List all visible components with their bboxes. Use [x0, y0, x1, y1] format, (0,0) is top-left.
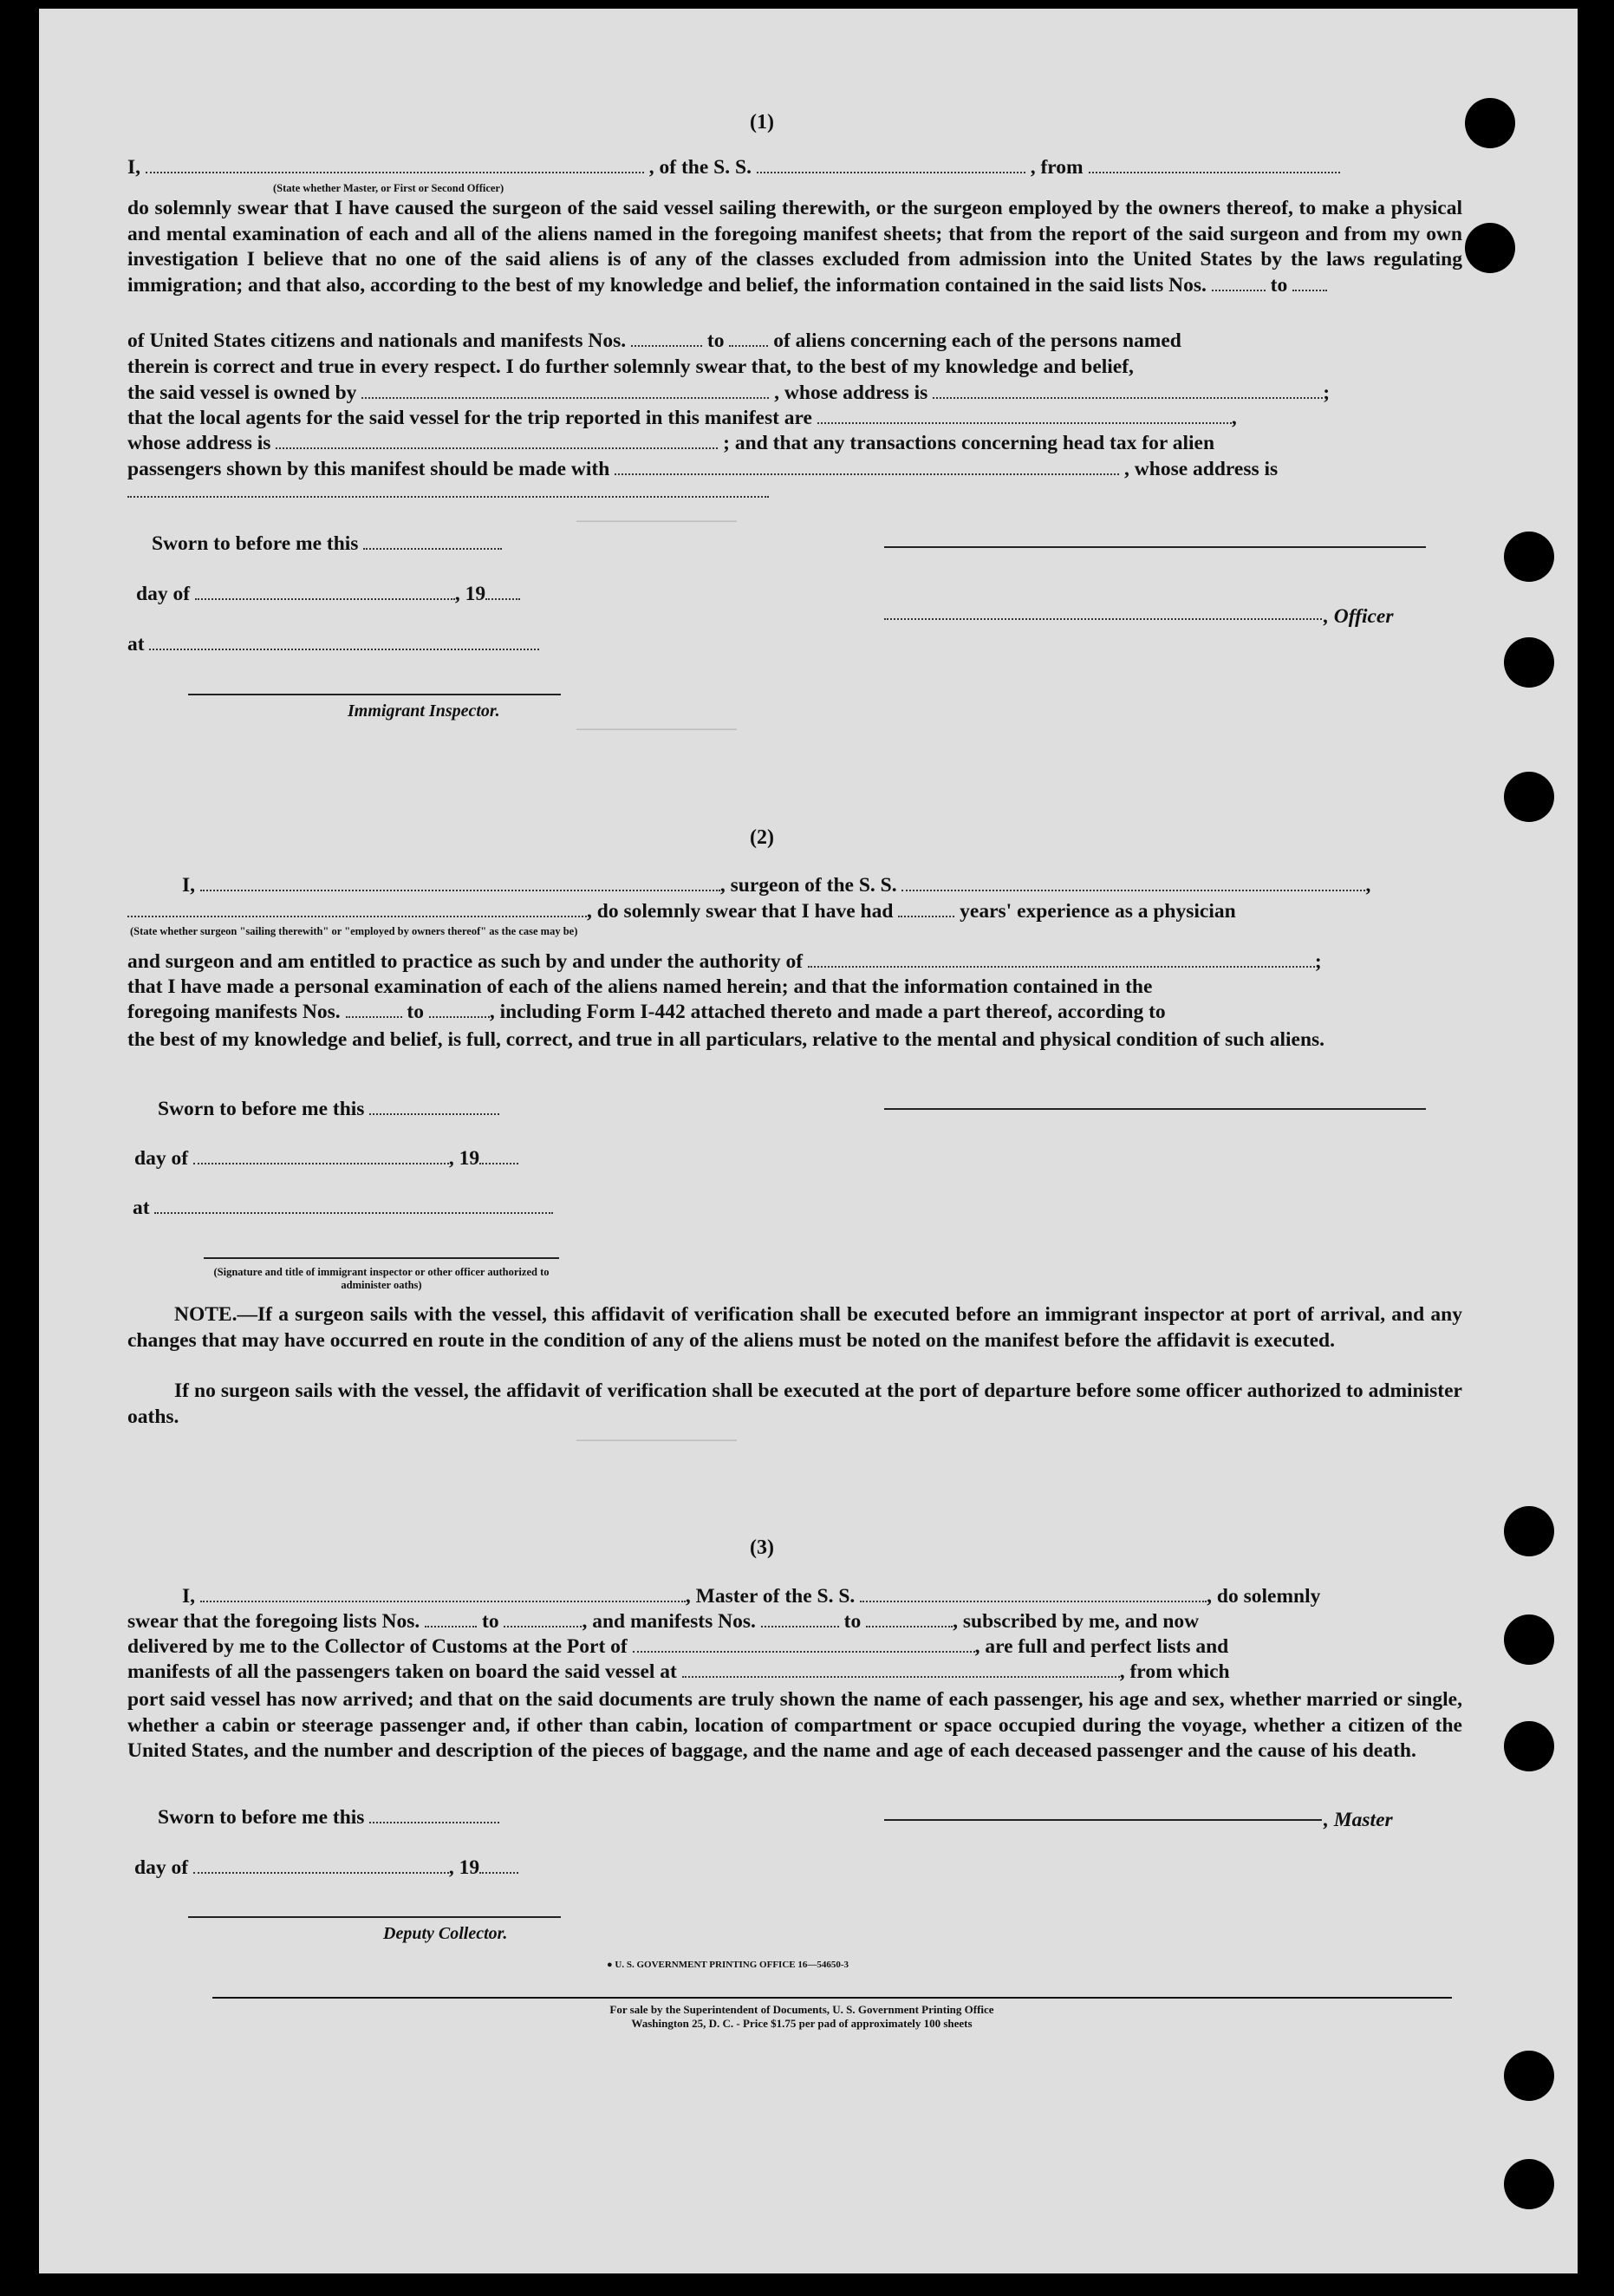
sworn-month-field[interactable]: [195, 597, 455, 600]
officer-label: , Officer: [1324, 605, 1394, 628]
section-2-line-4: that I have made a personal examination of each of the aliens named herein; and that the information contained in the: [127, 975, 1153, 998]
binder-hole: [1504, 1506, 1554, 1556]
section-1-line-address: whose address is ; and that any transactions concerning head tax for alien: [127, 432, 1215, 454]
master-manifests-to-field[interactable]: [866, 1625, 953, 1627]
port-of-embarkation-field[interactable]: [682, 1675, 1120, 1678]
master-vessel-field[interactable]: [860, 1600, 1207, 1602]
master-sworn-month-field[interactable]: [193, 1871, 449, 1874]
bullet-icon: ●: [607, 1960, 613, 1970]
master-lists-from-field[interactable]: [425, 1625, 477, 1627]
binder-hole: [1504, 2051, 1554, 2101]
surgeon-sworn-place-field[interactable]: [154, 1211, 553, 1214]
local-agents-field[interactable]: [817, 421, 1232, 424]
section-3-paragraph: port said vessel has now arrived; and that on the said documents are truly shown the name of each passenger, his age and sex, whether married or single, whether a cabin or steerage passenger and, if other than cabin, location of compartment or space occupied during the voyage, whether a citizen of the United States, and the number and description of the pieces of baggage, and the name and age of each deceased passenger and the cause of his death.: [127, 1688, 1462, 1762]
footer-rule: [212, 1997, 1452, 1999]
surgeon-status-field[interactable]: [127, 915, 587, 917]
years-experience-field[interactable]: [898, 915, 954, 917]
binder-hole: [1504, 772, 1554, 822]
surgeon-inspector-signature-line[interactable]: [204, 1257, 559, 1259]
binder-hole: [1504, 1721, 1554, 1771]
section-1-number: (1): [750, 111, 774, 134]
sworn-place-field[interactable]: [149, 648, 539, 650]
section-1-line-citizens: of United States citizens and nationals and manifests Nos. to of aliens concerning each of the persons named: [127, 329, 1181, 352]
section-1-line-passengers: passengers shown by this manifest should be made with , whose address is: [127, 458, 1279, 480]
surgeon-signature-caption: (Signature and title of immigrant inspector or other officer authorized to administer oaths): [213, 1266, 550, 1291]
sworn-day-field[interactable]: [363, 547, 502, 550]
binder-hole: [1504, 532, 1554, 582]
officer-signature-line-2[interactable]: [884, 618, 1322, 620]
section-2-number: (2): [750, 826, 774, 849]
binder-hole: [1504, 637, 1554, 688]
vessel-name-field[interactable]: [757, 171, 1025, 173]
section-2-note-2: If no surgeon sails with the vessel, the affidavit of verification shall be executed at the port of departure before some officer authorized to administer oaths.: [127, 1380, 1462, 1428]
surgeon-name-field[interactable]: [200, 889, 720, 891]
manifests-to-field[interactable]: [729, 344, 768, 347]
officer-caption: (State whether Master, or First or Second Officer): [273, 182, 504, 194]
bleed-through-text: ──────────────: [576, 512, 737, 533]
section-3-line-2: swear that the foregoing lists Nos. to , and manifests Nos. to , subscribed by me, and now: [127, 1610, 1200, 1633]
surgeon-caption: (State whether surgeon "sailing therewith" or "employed by owners thereof" as the case may be): [130, 925, 578, 937]
inspector-caption: Immigrant Inspector.: [348, 701, 500, 721]
section-2-line-2: , do solemnly swear that I have had years' experience as a physician: [127, 902, 1236, 923]
surgeon-sworn-month-field[interactable]: [193, 1162, 449, 1164]
officer-signature-line-1[interactable]: [884, 546, 1426, 548]
section-2-day-of: day of , 19: [134, 1149, 518, 1170]
section-2-line-3: and surgeon and am entitled to practice as such by and under the authority of ;: [127, 950, 1322, 973]
section-3-sworn: Sworn to before me this: [158, 1808, 499, 1829]
section-1-line-agents: that the local agents for the said vessel for the trip reported in this manifest are ,: [127, 407, 1237, 429]
authority-field[interactable]: [808, 965, 1315, 968]
binder-hole: [1504, 1614, 1554, 1665]
officer-name-field[interactable]: [146, 171, 644, 173]
section-2-sworn: Sworn to before me this: [158, 1099, 499, 1120]
master-name-field[interactable]: [200, 1600, 686, 1602]
master-sworn-year-field[interactable]: [479, 1871, 518, 1874]
manifests-from-field[interactable]: [631, 344, 702, 347]
note-label: NOTE.: [174, 1303, 238, 1326]
binder-hole: [1465, 98, 1515, 148]
footer-sale-line-1: For sale by the Superintendent of Documents, U. S. Government Printing Office: [609, 2003, 994, 2016]
port-of-arrival-field[interactable]: [633, 1650, 975, 1653]
head-tax-address-line[interactable]: [127, 496, 769, 498]
agents-address-field[interactable]: [276, 447, 718, 449]
footer-sale-line-2: Washington 25, D. C. - Price $1.75 per pad of approximately 100 sheets: [631, 2017, 973, 2030]
section-2-note: NOTE.—If a surgeon sails with the vessel, this affidavit of verification shall be executed before an immigrant inspector at port of arrival, and any changes that may have occurred en route in the condition of any of the aliens must be noted on the manifest before the affidavit is executed.: [127, 1303, 1462, 1352]
label-i: I,: [127, 156, 141, 179]
surgeon-sworn-day-field[interactable]: [369, 1112, 499, 1115]
owner-field[interactable]: [361, 396, 769, 399]
deputy-caption: Deputy Collector.: [383, 1924, 508, 1943]
from-port-field[interactable]: [1089, 171, 1340, 173]
section-2-line-6: the best of my knowledge and belief, is full, correct, and true in all particulars, relative to the mental and physical condition of such aliens.: [127, 1028, 1325, 1051]
master-lists-to-field[interactable]: [504, 1625, 582, 1627]
section-3-line-1: I, , Master of the S. S. , do solemnly: [182, 1585, 1321, 1608]
surgeon-manifests-from-field[interactable]: [346, 1015, 402, 1018]
section-1-line-owned: the said vessel is owned by , whose address is ;: [127, 382, 1331, 404]
inspector-signature-line[interactable]: [188, 694, 561, 695]
section-2-line-1: I, , surgeon of the S. S. ,: [182, 874, 1371, 897]
master-signature-line[interactable]: [884, 1819, 1322, 1821]
master-manifests-from-field[interactable]: [761, 1625, 839, 1627]
label-from: , from: [1030, 156, 1084, 179]
section-2-at: at: [133, 1198, 553, 1219]
binder-hole: [1504, 2159, 1554, 2209]
section-3-line-4: manifests of all the passengers taken on board the said vessel at , from which: [127, 1660, 1230, 1683]
deputy-signature-line[interactable]: [188, 1916, 561, 1918]
sworn-year-field[interactable]: [485, 597, 520, 600]
section-1-oath-paragraph: do solemnly swear that I have caused the surgeon of the said vessel sailing therewith, or the surgeon employed by the owners thereof, to make a physical and mental examination of each and all of the aliens named in the foregoing manifest sheets; that from the report of the said surgeon and from my own investigation I believe that no one of the said aliens is of any of the classes excluded from admission into the United States by the laws regulating immigration; and that also, according to the best of my knowledge and belief, the information contained in the said lists Nos. to: [127, 197, 1462, 297]
head-tax-contact-field[interactable]: [615, 473, 1119, 475]
surgeon-sworn-year-field[interactable]: [479, 1162, 518, 1164]
surgeon-vessel-field[interactable]: [901, 889, 1365, 891]
section-1-line-correct: therein is correct and true in every respect. I do further solemnly swear that, to the best of my knowledge and belief,: [127, 355, 1134, 378]
master-label: , Master: [1324, 1809, 1393, 1831]
surgeon-manifests-to-field[interactable]: [429, 1015, 490, 1018]
section-3-day-of: day of , 19: [134, 1858, 518, 1879]
section-1-day-of: day of , 19: [136, 584, 520, 605]
lists-from-field[interactable]: [1212, 289, 1266, 291]
manifest-form-page: [39, 9, 1578, 2273]
bleed-through-text: ──────────────: [576, 1431, 737, 1452]
section-1-at: at: [127, 635, 539, 656]
label-of-the-ss: , of the S. S.: [648, 156, 752, 179]
section-3-number: (3): [750, 1536, 774, 1559]
printer-imprint: ● U. S. GOVERNMENT PRINTING OFFICE 16—54650-3: [607, 1960, 849, 1970]
section-1-sworn: Sworn to before me this: [152, 534, 502, 555]
binder-hole: [1465, 223, 1515, 273]
lists-to-field[interactable]: [1292, 289, 1327, 291]
surgeon-signature-line[interactable]: [884, 1108, 1426, 1110]
section-3-line-3: delivered by me to the Collector of Customs at the Port of , are full and perfect lists and: [127, 1635, 1229, 1658]
section-1-line-1: [127, 158, 1340, 179]
section-2-line-5: foregoing manifests Nos. to , including Form I-442 attached thereto and made a part thereof, according to: [127, 1001, 1166, 1023]
bleed-through-text: ──────────────: [576, 720, 737, 741]
owner-address-field[interactable]: [933, 396, 1323, 399]
master-sworn-day-field[interactable]: [369, 1821, 499, 1823]
